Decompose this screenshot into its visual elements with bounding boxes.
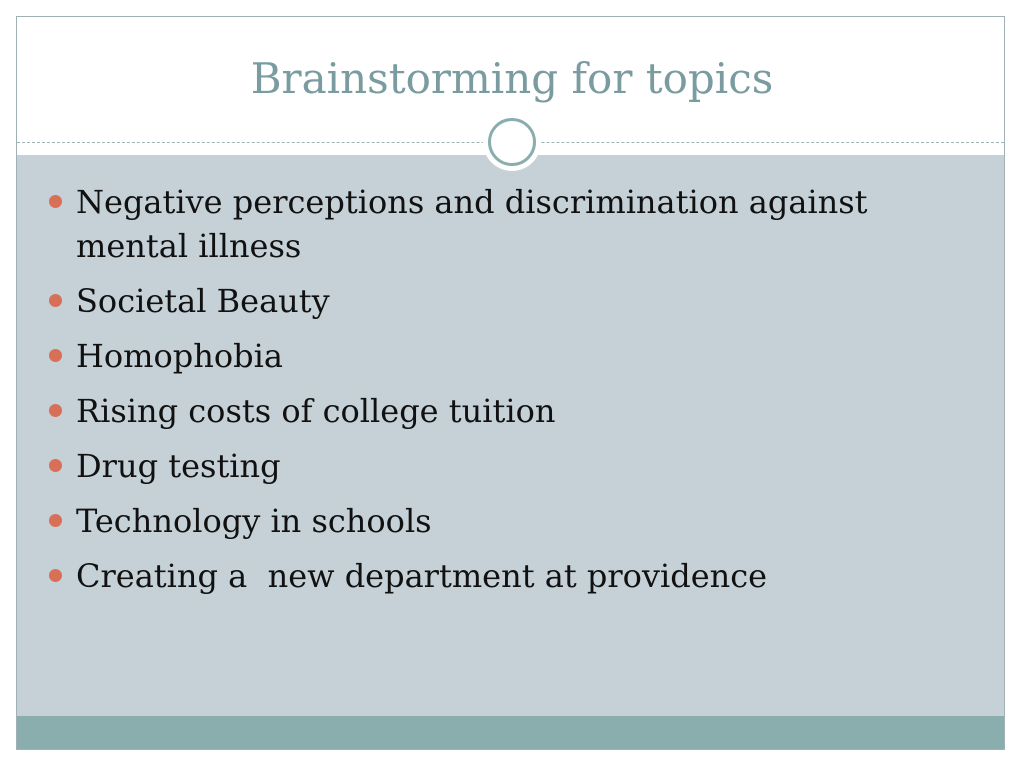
bullet-text: Negative perceptions and discrimination against mental illness	[76, 183, 878, 265]
bullet-dot-icon	[49, 349, 62, 362]
bullet-text: Creating a new department at providence	[76, 557, 768, 595]
bullet-text: Societal Beauty	[76, 282, 330, 320]
bullet-item	[45, 279, 945, 323]
slide-title: Brainstorming for topics	[250, 54, 774, 103]
circle-ornament-icon	[488, 118, 536, 166]
bullet-item	[45, 389, 945, 433]
bullet-dot-icon	[49, 294, 62, 307]
bullet-dot-icon	[49, 514, 62, 527]
bullet-dot-icon	[49, 459, 62, 472]
bullet-text: Homophobia	[76, 337, 283, 375]
bullet-item	[45, 554, 945, 598]
bullet-item	[45, 334, 945, 378]
footer-band	[17, 716, 1004, 749]
bullet-list	[45, 180, 945, 609]
bullet-text: Technology in schools	[76, 502, 432, 540]
bullet-dot-icon	[49, 569, 62, 582]
bullet-item	[45, 499, 945, 543]
bullet-dot-icon	[49, 404, 62, 417]
bullet-item	[45, 444, 945, 488]
bullet-text: Rising costs of college tuition	[76, 392, 556, 430]
bullet-dot-icon	[49, 195, 62, 208]
bullet-text: Drug testing	[76, 447, 281, 485]
bullet-item	[45, 180, 945, 268]
